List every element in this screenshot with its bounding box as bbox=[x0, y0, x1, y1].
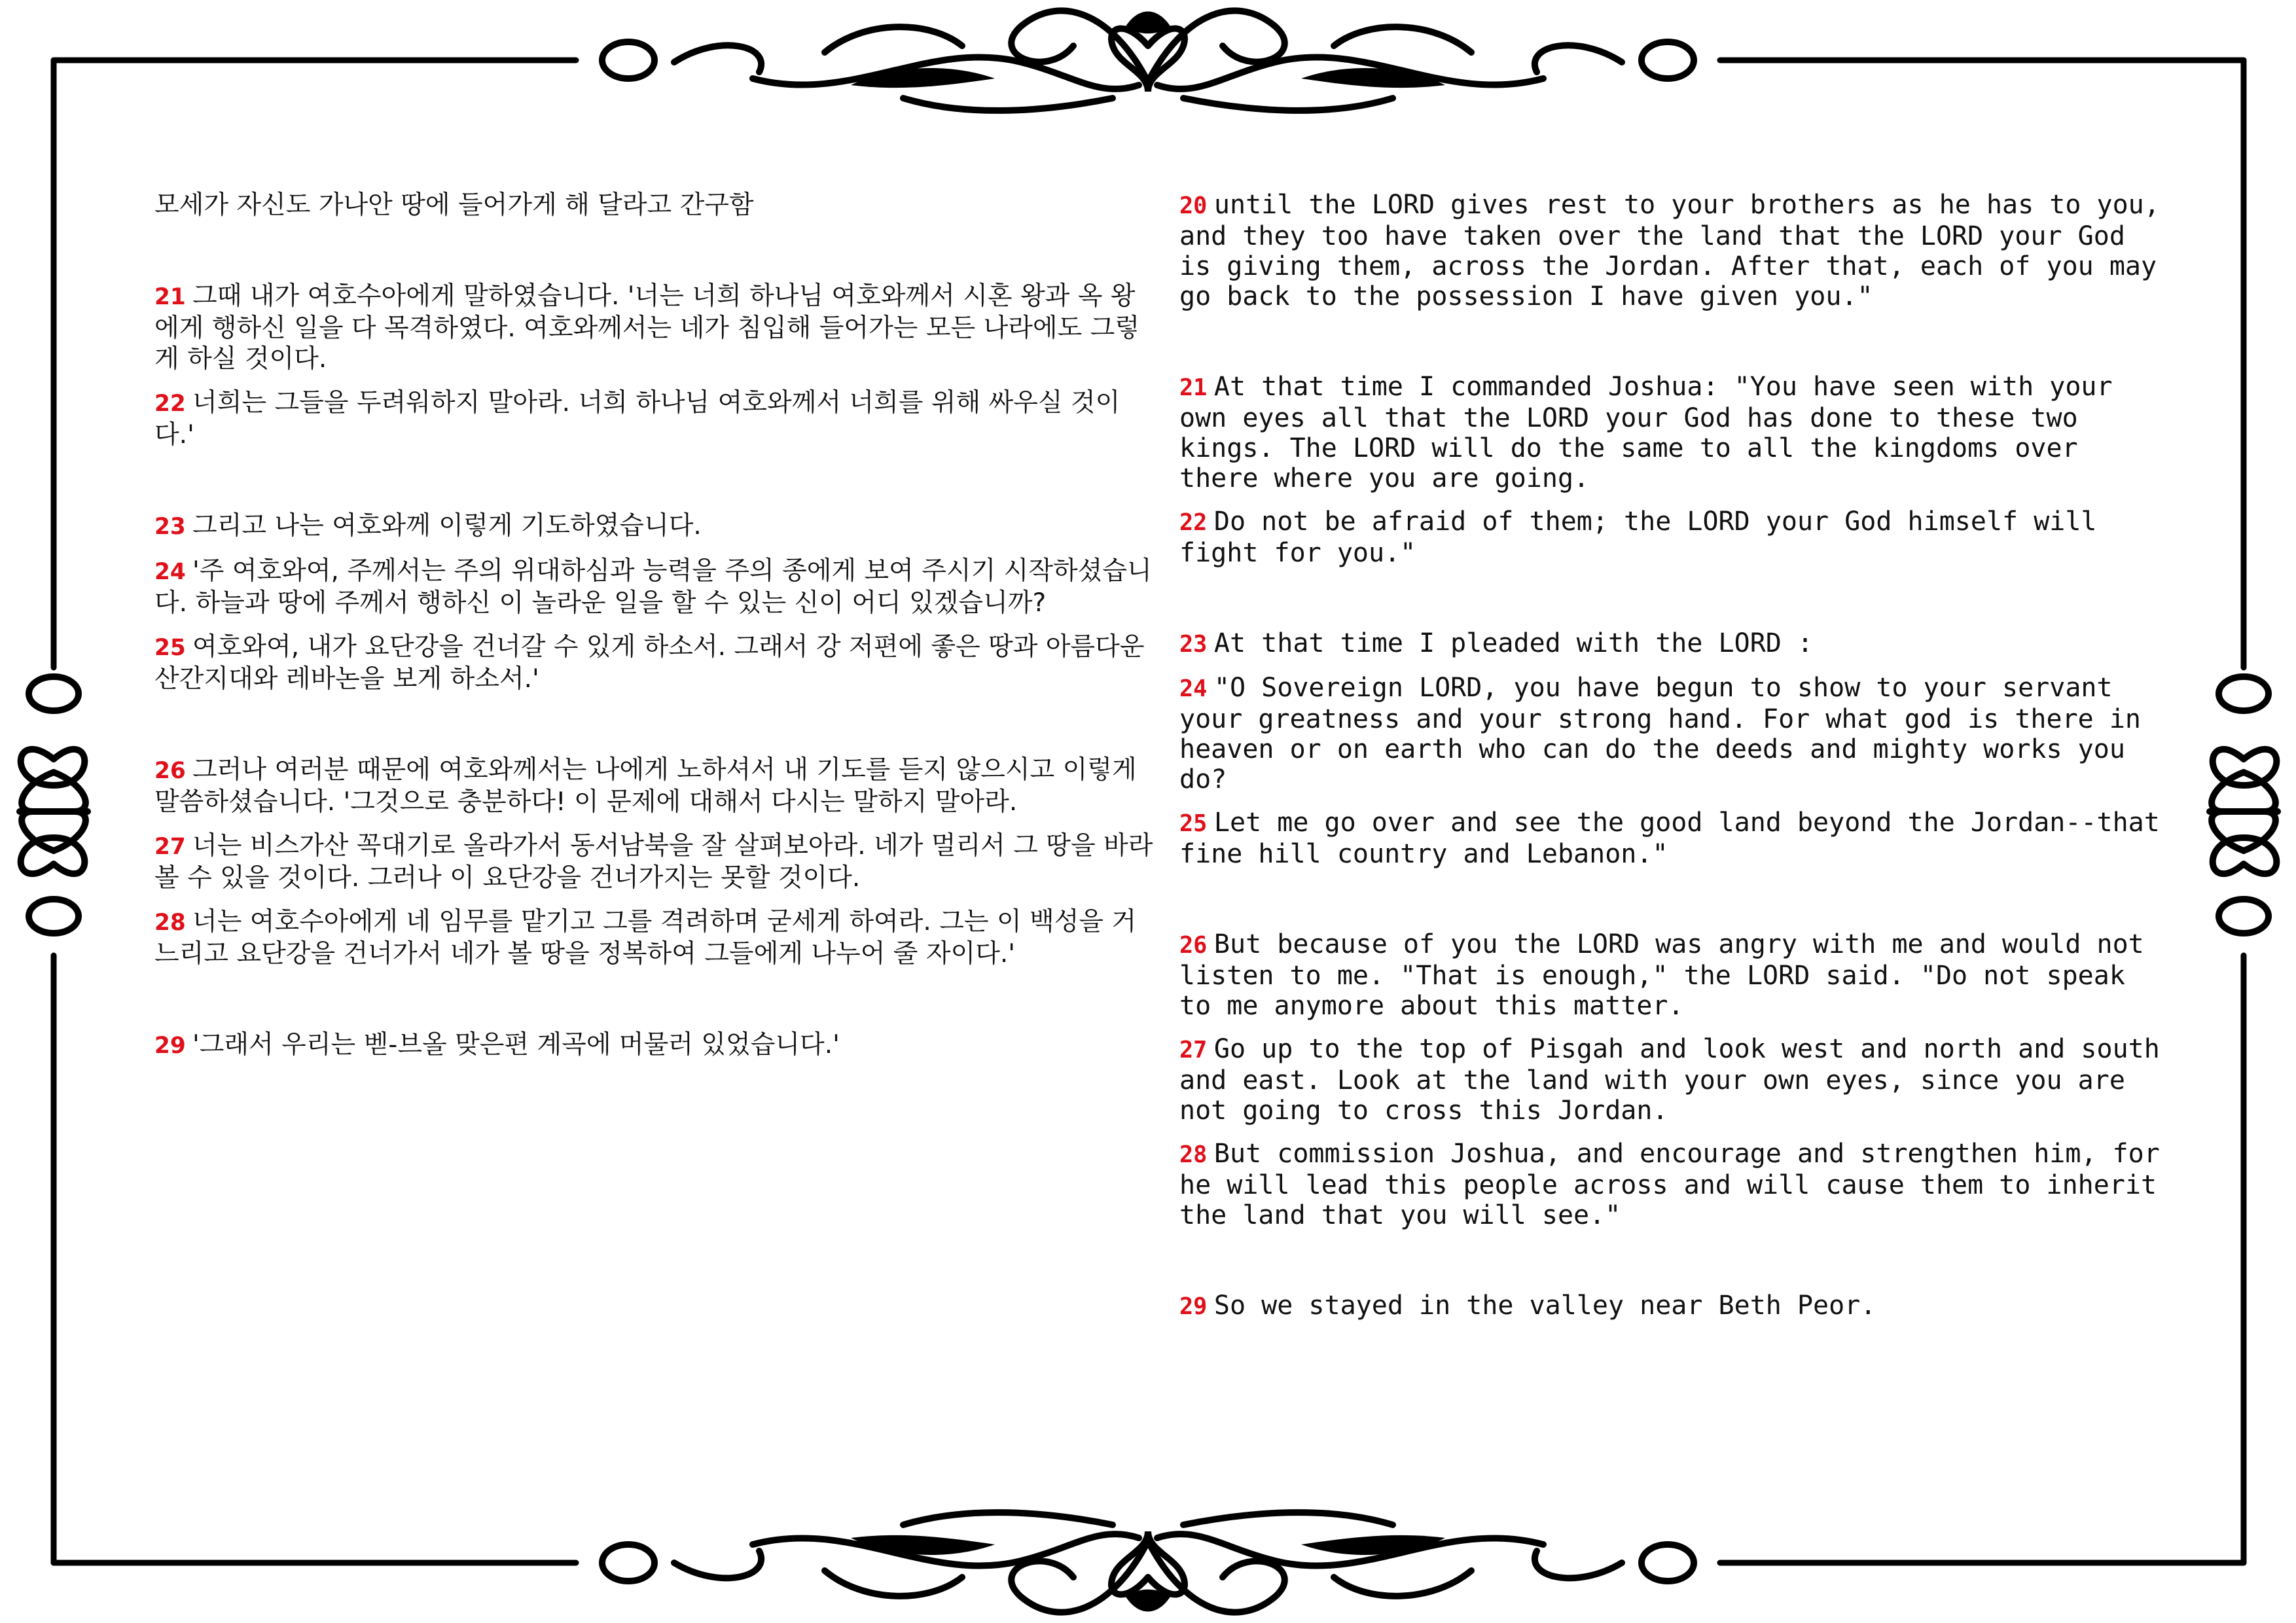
verse-text: 그러나 여러분 때문에 여호와께서는 나에게 노하셔서 내 기도를 듣지 않으시고 이렇게 말씀하셨습니다. '그것으로 충분하다! 이 문제에 대해서 다시는 말하지 말아라. bbox=[154, 755, 1137, 817]
english-verse bbox=[1179, 673, 2161, 794]
verse-number: 24 bbox=[1179, 675, 1208, 702]
korean-verse bbox=[154, 281, 1156, 374]
left-ornament bbox=[20, 677, 88, 933]
korean-heading: 모세가 자신도 가나안 땅에 들어가게 해 달라고 간구함 bbox=[154, 190, 754, 220]
korean-verse bbox=[154, 755, 1156, 817]
verse-number: 20 bbox=[1179, 192, 1208, 219]
english-verse bbox=[1179, 507, 2161, 568]
english-verse bbox=[1179, 1034, 2161, 1126]
verse-number: 28 bbox=[154, 910, 186, 936]
english-verse bbox=[1179, 1139, 2161, 1230]
verse-text: But because of you the LORD was angry with me and would not listen to me. "That is enough," the LORD said. "Do not speak to me anymore about this matter. bbox=[1179, 929, 2144, 1021]
verse-text: Go up to the top of Pisgah and look west and north and south and east. Look at the land with your own eyes, since you are not going to cross this Jordan. bbox=[1179, 1034, 2160, 1126]
verse-number: 29 bbox=[1179, 1293, 1208, 1320]
verse-number: 22 bbox=[154, 391, 186, 417]
english-column bbox=[1179, 190, 2161, 1322]
verse-text: 너는 비스가산 꼭대기로 올라가서 동서남북을 잘 살펴보아라. 네가 멀리서 그 땅을 바라볼 수 있을 것이다. 그러나 이 요단강을 건너가지는 못할 것이다. bbox=[154, 831, 1153, 893]
english-verse bbox=[1179, 628, 2161, 660]
korean-verse bbox=[154, 1029, 1156, 1061]
korean-verse bbox=[154, 906, 1156, 969]
korean-verse bbox=[154, 387, 1156, 450]
english-verse bbox=[1179, 929, 2161, 1021]
verse-number: 25 bbox=[1179, 810, 1208, 837]
verse-number: 27 bbox=[154, 834, 186, 860]
english-verse bbox=[1179, 372, 2161, 493]
verse-number: 27 bbox=[1179, 1037, 1208, 1063]
verse-number: 22 bbox=[1179, 509, 1208, 536]
english-verse bbox=[1179, 190, 2161, 312]
verse-text: Do not be afraid of them; the LORD your God himself will fight for you." bbox=[1179, 507, 2097, 568]
verse-text: But commission Joshua, and encourage and strengthen him, for he will lead this people across and will cause them to inherit the land that you will see." bbox=[1179, 1139, 2160, 1230]
verse-number: 24 bbox=[154, 559, 186, 585]
korean-verse bbox=[154, 830, 1156, 893]
verse-text: '그래서 우리는 벧-브올 맞은편 계곡에 머물러 있었습니다.' bbox=[192, 1030, 840, 1060]
english-verse bbox=[1179, 1291, 2161, 1322]
verse-number: 26 bbox=[1179, 932, 1208, 959]
verse-text: 그때 내가 여호수아에게 말하였습니다. '너는 너희 하나님 여호와께서 시혼 왕과 옥 왕에게 행하신 일을 다 목격하였다. 여호와께서는 네가 침입해 들어가는 모든 나라에도 그렇게 하실 것이다. bbox=[154, 281, 1140, 374]
verse-text: At that time I pleaded with the LORD : bbox=[1213, 628, 1814, 658]
right-ornament bbox=[2210, 677, 2278, 933]
korean-verse bbox=[154, 556, 1156, 618]
verse-number: 26 bbox=[154, 758, 186, 784]
verse-number: 21 bbox=[154, 284, 186, 310]
verse-number: 25 bbox=[154, 635, 186, 661]
verse-text: So we stayed in the valley near Beth Peor. bbox=[1213, 1291, 1876, 1321]
verse-text: 너는 여호수아에게 네 임무를 맡기고 그를 격려하며 굳세게 하여라. 그는 이 백성을 거느리고 요단강을 건너가서 네가 볼 땅을 정복하여 그들에게 나누어 줄 자이다.' bbox=[154, 907, 1137, 969]
verse-number: 21 bbox=[1179, 374, 1208, 401]
verse-number: 23 bbox=[1179, 631, 1208, 658]
verse-text: 그리고 나는 여호와께 이렇게 기도하였습니다. bbox=[192, 511, 702, 541]
verse-number: 28 bbox=[1179, 1141, 1208, 1168]
verse-text: Let me go over and see the good land beyond the Jordan--that fine hill country and Lebanon." bbox=[1179, 808, 2160, 869]
verse-number: 29 bbox=[154, 1033, 186, 1059]
verse-number: 23 bbox=[154, 514, 186, 540]
english-verse bbox=[1179, 808, 2161, 869]
verse-text: 여호와여, 내가 요단강을 건너갈 수 있게 하소서. 그래서 강 저편에 좋은 땅과 아름다운 산간지대와 레바논을 보게 하소서.' bbox=[154, 632, 1145, 694]
verse-text: '주 여호와여, 주께서는 주의 위대하심과 능력을 주의 종에게 보여 주시기 시작하셨습니다. 하늘과 땅에 주께서 행하신 이 놀라운 일을 할 수 있는 신이 어디 있겠습니까? bbox=[154, 556, 1152, 618]
verse-text: until the LORD gives rest to your brothers as he has to you, and they too have taken over the land that the LORD your God is giving them, across the Jordan. After that, each of you may go back to the possession I have given you." bbox=[1179, 190, 2160, 312]
korean-column bbox=[154, 190, 1156, 1061]
korean-verse bbox=[154, 632, 1156, 694]
verse-text: "O Sovereign LORD, you have begun to show to your servant your greatness and your strong hand. For what god is there in heaven or on earth who can do the deeds and mighty works you do? bbox=[1179, 673, 2142, 794]
verse-text: At that time I commanded Joshua: "You have seen with your own eyes all that the LORD your God has done to these two kings. The LORD will do the same to all the kingdoms over there where you are going. bbox=[1179, 372, 2113, 493]
verse-text: 너희는 그들을 두려워하지 말아라. 너희 하나님 여호와께서 너희를 위해 싸우실 것이다.' bbox=[154, 388, 1121, 450]
korean-verse bbox=[154, 510, 1156, 543]
